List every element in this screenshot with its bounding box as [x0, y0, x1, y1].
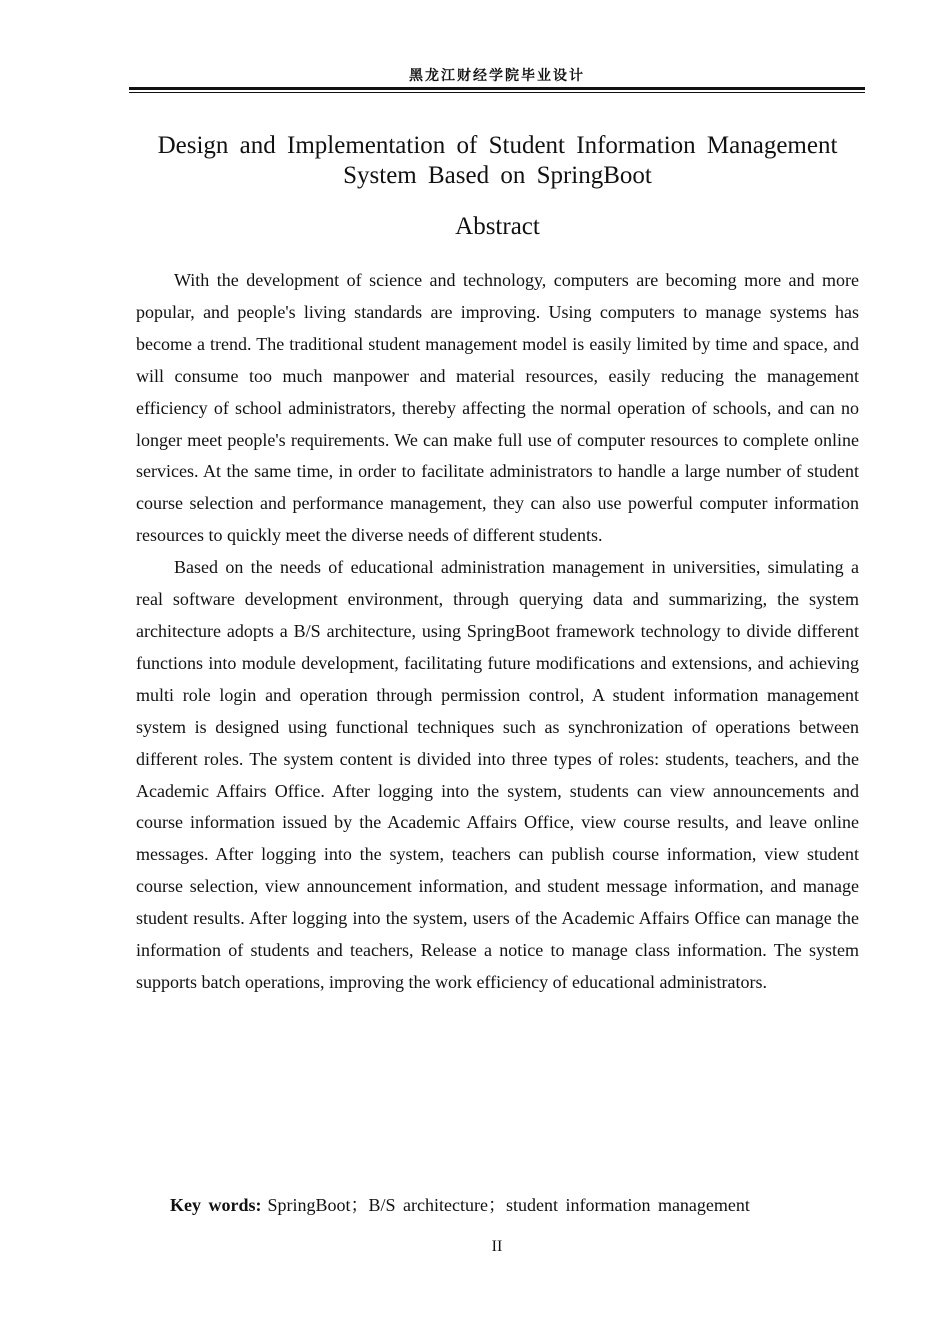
header-rule-thick — [129, 87, 865, 90]
abstract-body — [136, 265, 859, 999]
page-number: II — [491, 1238, 503, 1255]
document-title: Design and Implementation of Student Information Management System Based on SpringBoot — [157, 132, 838, 189]
abstract-heading: Abstract — [455, 213, 540, 240]
keywords-label: Key words: — [170, 1195, 262, 1215]
header-rule-thin — [129, 92, 865, 93]
running-header: 黑龙江财经学院毕业设计 — [409, 68, 585, 84]
keywords-text: SpringBoot；B/S architecture；student information management — [267, 1195, 750, 1215]
abstract-paragraph-1: With the development of science and technology, computers are becoming more and more popular, and people's living standards are improving. Using computers to manage systems has become a trend. The traditional student management model is easily limited by time and space, and will consume too much manpower and material resources, easily reducing the management efficiency of school administrators, thereby affecting the normal operation of schools, and can no longer meet people's requirements. We can make full use of computer resources to complete online services. At the same time, in order to facilitate administrators to handle a large number of student course selection and performance management, they can also use powerful computer information resources to quickly meet the diverse needs of different students. — [136, 270, 859, 546]
keywords-line — [170, 1192, 870, 1218]
abstract-paragraph-2: Based on the needs of educational administration management in universities, simulating a real software development environment, through querying data and summarizing, the system architecture adopts a B/S architecture, using SpringBoot framework technology to divide different functions into module development, facilitating future modifications and extensions, and achieving multi role login and operation through permission control, A student information management system is designed using functional techniques such as synchronization of operations between different roles. The system content is divided into three types of roles: students, teachers, and the Academic Affairs Office. After logging into the system, students can view announcements and course information issued by the Academic Affairs Office, view course results, and leave online messages. After logging into the system, teachers can publish course information, view student course selection, view announcement information, and student message information, and manage student results. After logging into the system, users of the Academic Affairs Office can manage the information of students and teachers, Release a notice to manage class information. The system supports batch operations, improving the work efficiency of educational administrators. — [136, 557, 859, 992]
